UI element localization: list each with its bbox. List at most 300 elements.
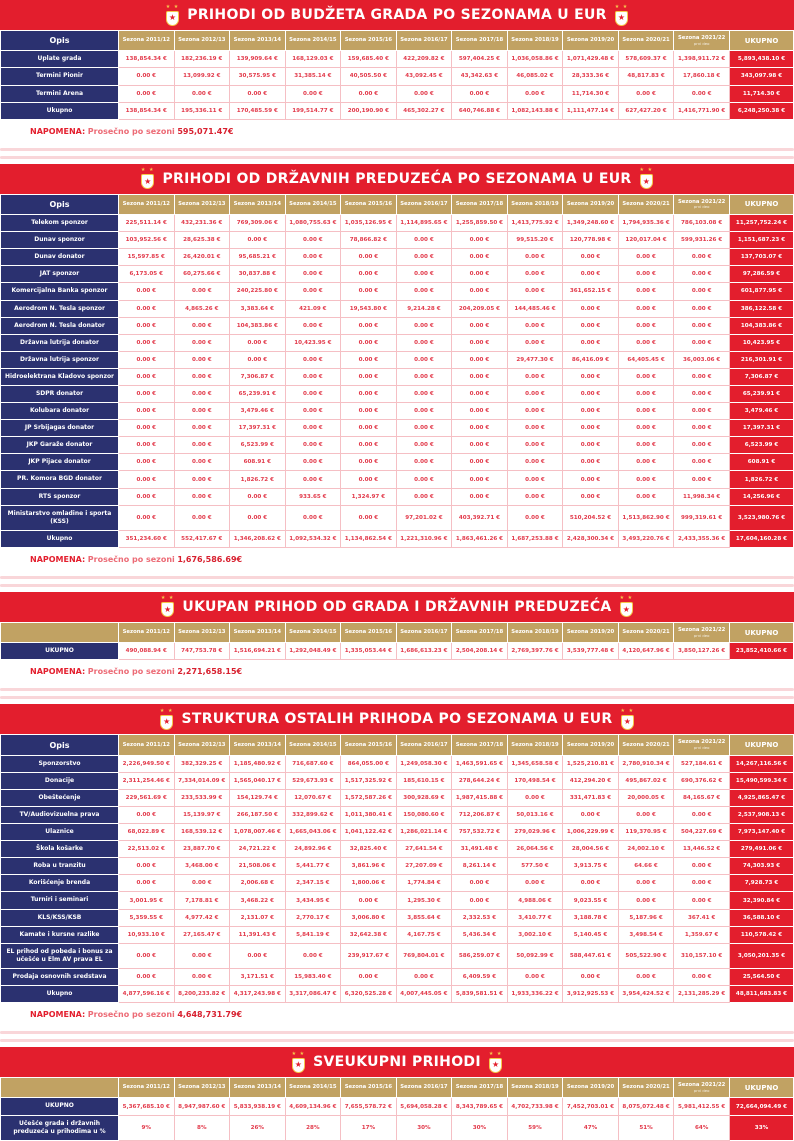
season-value-cell: 138,854.34 € (119, 51, 175, 68)
row-total-cell: 3,050,201.35 € (730, 943, 794, 968)
club-crest-icon (640, 168, 654, 189)
season-value-cell: 229,561.69 € (119, 789, 175, 806)
season-value-cell: 495,867.02 € (618, 772, 674, 789)
season-value-cell: 0.00 € (674, 471, 730, 488)
season-value-cell: 0.00 € (341, 420, 397, 437)
season-value-cell: 170,498.54 € (507, 772, 563, 789)
season-value-cell: 3,861.96 € (341, 858, 397, 875)
table-title-bar (0, 164, 794, 194)
season-value-cell: 31,491.48 € (452, 841, 508, 858)
row-label-cell: Turniri i seminari (1, 892, 119, 909)
row-label-cell: Korišćenje brenda (1, 875, 119, 892)
red-star-icon: ★ (622, 604, 630, 614)
row-label-cell: Komercijalna Banka sponzor (1, 283, 119, 300)
season-value-cell: 0.00 € (174, 368, 230, 385)
row-label-cell: PR. Komora BGD donator (1, 471, 119, 488)
season-value-cell: 382,329.25 € (174, 755, 230, 772)
season-value-cell: 2,226,949.50 € (119, 755, 175, 772)
row-label-cell: Aerodrom N. Tesla sponzor (1, 300, 119, 317)
season-value-cell: 864,055.00 € (341, 755, 397, 772)
season-value-cell: 0.00 € (119, 386, 175, 403)
row-label-cell: Ukupno (1, 986, 119, 1003)
table-row (1, 249, 794, 266)
table-row (1, 102, 794, 119)
season-value-cell: 0.00 € (174, 403, 230, 420)
season-value-cell: 0.00 € (674, 283, 730, 300)
table-row (1, 215, 794, 232)
season-header-cell: Sezona 2018/19 (507, 194, 563, 214)
seasons-data-table (0, 194, 794, 548)
season-header-cell: Sezona 2012/13 (174, 31, 230, 51)
row-label-cell: Državna lutrija donator (1, 334, 119, 351)
table-row (1, 283, 794, 300)
season-value-cell: 11,714.30 € (563, 85, 619, 102)
section-divider (0, 1028, 794, 1047)
season-value-cell: 4,702,733.98 € (507, 1098, 563, 1115)
season-value-cell: 0.00 € (285, 403, 341, 420)
season-value-cell: 1,249,058.30 € (396, 755, 452, 772)
season-value-cell: 0.00 € (674, 317, 730, 334)
season-value-cell: 3,493,220.76 € (618, 530, 674, 547)
season-value-cell: 0.00 € (507, 789, 563, 806)
seasons-data-table (0, 622, 794, 660)
row-total-cell: 10,423.95 € (730, 334, 794, 351)
season-value-cell: 1,687,253.88 € (507, 530, 563, 547)
season-value-cell: 7,306.87 € (230, 368, 286, 385)
season-value-cell: 0.00 € (341, 249, 397, 266)
table-row (1, 351, 794, 368)
season-2021-22-label: Sezona 2021/22 (677, 1082, 726, 1089)
season-2021-22-sublabel: prvi deo (693, 632, 710, 638)
season-header-cell: Sezona 2015/16 (341, 735, 397, 755)
season-value-cell: 1,041,122.42 € (341, 824, 397, 841)
season-value-cell: 0.00 € (507, 334, 563, 351)
row-label-cell: Dunav donator (1, 249, 119, 266)
row-total-cell: 137,703.07 € (730, 249, 794, 266)
season-value-cell: 0.00 € (341, 317, 397, 334)
season-value-cell: 505,522.90 € (618, 943, 674, 968)
season-value-cell: 21,508.06 € (230, 858, 286, 875)
season-header-cell: Sezona 2017/18 (452, 622, 508, 642)
divider-line (0, 688, 794, 691)
season-value-cell: 10,933.10 € (119, 926, 175, 943)
season-value-cell: 1,286,021.14 € (396, 824, 452, 841)
table-title-bar (0, 1047, 794, 1077)
season-value-cell: 0.00 € (285, 943, 341, 968)
table-row (1, 232, 794, 249)
season-value-cell: 0.00 € (674, 300, 730, 317)
season-value-cell: 1,665,043.06 € (285, 824, 341, 841)
season-value-cell: 0.00 € (341, 386, 397, 403)
season-value-cell: 0.00 € (119, 283, 175, 300)
season-value-cell: 0.00 € (174, 454, 230, 471)
season-value-cell: 0.00 € (563, 403, 619, 420)
season-value-cell: 0.00 € (341, 454, 397, 471)
row-total-cell: 3,479.46 € (730, 403, 794, 420)
season-value-cell: 0.00 € (174, 471, 230, 488)
season-value-cell: 0.00 € (285, 232, 341, 249)
season-value-cell: 0.00 € (674, 403, 730, 420)
season-header-cell: Sezona 2015/16 (341, 31, 397, 51)
divider-line (0, 576, 794, 579)
season-value-cell: 5,841.19 € (285, 926, 341, 943)
season-value-cell: 59% (507, 1115, 563, 1140)
season-header-cell: Sezona 2019/20 (563, 735, 619, 755)
season-value-cell: 28,333.36 € (563, 68, 619, 85)
season-value-cell: 0.00 € (674, 334, 730, 351)
season-value-cell: 5,981,412.55 € (674, 1098, 730, 1115)
season-value-cell: 266,187.50 € (230, 807, 286, 824)
table-row (1, 841, 794, 858)
season-value-cell: 0.00 € (452, 351, 508, 368)
season-value-cell: 0.00 € (452, 334, 508, 351)
season-value-cell: 331,471.83 € (563, 789, 619, 806)
season-value-cell: 4,977.42 € (174, 909, 230, 926)
table-row (1, 420, 794, 437)
season-value-cell: 86,416.09 € (563, 351, 619, 368)
season-2021-22-header-cell (674, 622, 730, 642)
season-header-cell: Sezona 2019/20 (563, 194, 619, 214)
row-total-cell: 17,397.31 € (730, 420, 794, 437)
season-value-cell: 0.00 € (174, 437, 230, 454)
season-value-cell: 4,007,445.05 € (396, 986, 452, 1003)
season-value-cell: 1,525,210.81 € (563, 755, 619, 772)
season-value-cell: 0.00 € (507, 454, 563, 471)
season-value-cell: 608.91 € (230, 454, 286, 471)
season-value-cell: 26,420.01 € (174, 249, 230, 266)
napomena-text: Prosečno po sezoni (87, 667, 175, 677)
red-star-icon: ★ (623, 717, 631, 727)
gold-stars-icon: ★ ★ (160, 595, 175, 602)
season-value-cell: 1,863,461.26 € (452, 530, 508, 547)
season-value-cell: 8,947,987.60 € (174, 1098, 230, 1115)
season-value-cell: 2,433,355.36 € (674, 530, 730, 547)
season-value-cell: 3,468.22 € (230, 892, 286, 909)
season-value-cell: 0.00 € (174, 283, 230, 300)
season-value-cell: 3,383.64 € (230, 300, 286, 317)
season-value-cell: 1,036,058.86 € (507, 51, 563, 68)
season-value-cell: 0.00 € (452, 471, 508, 488)
season-value-cell: 0.00 € (563, 488, 619, 505)
club-crest-icon (615, 5, 629, 26)
season-value-cell: 351,234.60 € (119, 530, 175, 547)
season-value-cell: 0.00 € (618, 454, 674, 471)
club-crest-icon (489, 1052, 503, 1073)
row-label-cell: Državna lutrija sponzor (1, 351, 119, 368)
season-value-cell: 0.00 € (119, 505, 175, 530)
header-row (1, 194, 794, 214)
season-value-cell: 0.00 € (174, 85, 230, 102)
season-value-cell: 1,794,935.36 € (618, 215, 674, 232)
season-value-cell: 4,120,647.96 € (618, 643, 674, 660)
season-value-cell: 7,334,014.09 € (174, 772, 230, 789)
season-value-cell: 27,207.09 € (396, 858, 452, 875)
season-value-cell: 0.00 € (230, 505, 286, 530)
season-value-cell: 199,514.77 € (285, 102, 341, 119)
napomena-value: 595,071.47€ (177, 126, 234, 136)
seasons-data-table (0, 734, 794, 1003)
season-value-cell: 0.00 € (618, 875, 674, 892)
season-value-cell: 0.00 € (396, 351, 452, 368)
row-label-cell: Dunav sponzor (1, 232, 119, 249)
season-2021-22-sublabel: prvi deo (693, 1087, 710, 1093)
season-value-cell: 0.00 € (563, 266, 619, 283)
season-value-cell: 1,092,534.32 € (285, 530, 341, 547)
season-value-cell: 0.00 € (618, 334, 674, 351)
row-total-cell: 7,928.73 € (730, 875, 794, 892)
season-value-cell: 0.00 € (119, 300, 175, 317)
gold-stars-icon: ★ ★ (639, 167, 654, 174)
season-value-cell: 1,933,336.22 € (507, 986, 563, 1003)
season-value-cell: 0.00 € (396, 968, 452, 985)
season-value-cell: 1,463,591.65 € (452, 755, 508, 772)
season-value-cell: 5,367,685.10 € (119, 1098, 175, 1115)
season-value-cell: 64.66 € (618, 858, 674, 875)
table-row (1, 488, 794, 505)
season-value-cell: 0.00 € (674, 968, 730, 985)
table-row (1, 858, 794, 875)
season-value-cell: 6,523.99 € (230, 437, 286, 454)
row-label-cell: Termini Arena (1, 85, 119, 102)
row-total-cell: 386,122.58 € (730, 300, 794, 317)
season-value-cell: 586,259.07 € (452, 943, 508, 968)
season-value-cell: 40,505.50 € (341, 68, 397, 85)
row-label-cell: RTS sponzor (1, 488, 119, 505)
table-row (1, 1115, 794, 1140)
season-value-cell: 599,931.26 € (674, 232, 730, 249)
season-value-cell: 0.00 € (174, 351, 230, 368)
season-value-cell: 0.00 € (563, 420, 619, 437)
season-value-cell: 4,877,596.16 € (119, 986, 175, 1003)
season-value-cell: 1,516,694.21 € (230, 643, 286, 660)
season-value-cell: 465,302.27 € (396, 102, 452, 119)
season-value-cell: 0.00 € (119, 454, 175, 471)
table-row (1, 926, 794, 943)
table-row (1, 807, 794, 824)
season-value-cell: 0.00 € (285, 266, 341, 283)
season-value-cell: 933.65 € (285, 488, 341, 505)
season-value-cell: 2,770.17 € (285, 909, 341, 926)
season-value-cell: 1,686,613.23 € (396, 643, 452, 660)
season-header-cell: Sezona 2014/15 (285, 735, 341, 755)
season-value-cell: 11,998.34 € (674, 488, 730, 505)
season-value-cell: 0.00 € (563, 875, 619, 892)
row-label-cell: KLS/KSS/KSB (1, 909, 119, 926)
season-value-cell: 0.00 € (618, 85, 674, 102)
row-label-cell: Telekom sponzor (1, 215, 119, 232)
season-value-cell: 30,837.88 € (230, 266, 286, 283)
table-row (1, 986, 794, 1003)
table-title: SVEUKUPNI PRIHODI (313, 1054, 481, 1071)
season-value-cell: 204,209.05 € (452, 300, 508, 317)
table-row (1, 789, 794, 806)
row-label-cell: JKP Garaže donator (1, 437, 119, 454)
season-value-cell: 0.00 € (452, 386, 508, 403)
season-value-cell: 0.00 € (341, 368, 397, 385)
ukupno-header-cell: UKUPNO (730, 735, 794, 755)
row-total-cell: 72,664,094.49 € (730, 1098, 794, 1115)
season-value-cell: 119,370.95 € (618, 824, 674, 841)
season-value-cell: 0.00 € (452, 892, 508, 909)
season-header-cell: Sezona 2011/12 (119, 735, 175, 755)
season-value-cell: 168,539.12 € (174, 824, 230, 841)
season-2021-22-header-cell (674, 31, 730, 51)
season-header-cell: Sezona 2014/15 (285, 622, 341, 642)
season-value-cell: 1,221,310.96 € (396, 530, 452, 547)
season-value-cell: 15,983.40 € (285, 968, 341, 985)
season-value-cell: 2,347.15 € (285, 875, 341, 892)
season-value-cell: 504,227.69 € (674, 824, 730, 841)
row-label-cell: JAT sponzor (1, 266, 119, 283)
season-value-cell: 0.00 € (119, 403, 175, 420)
season-value-cell: 9% (119, 1115, 175, 1140)
ukupno-header-cell: UKUPNO (730, 194, 794, 214)
season-value-cell: 0.00 € (396, 386, 452, 403)
ukupno-header-cell: UKUPNO (730, 31, 794, 51)
season-value-cell: 0.00 € (452, 249, 508, 266)
season-value-cell: 0.00 € (230, 943, 286, 968)
season-value-cell: 225,511.14 € (119, 215, 175, 232)
season-value-cell: 1,987,415.88 € (452, 789, 508, 806)
season-value-cell: 0.00 € (285, 454, 341, 471)
season-value-cell: 3,468.00 € (174, 858, 230, 875)
season-value-cell: 3,539,777.48 € (563, 643, 619, 660)
season-value-cell: 1,324.97 € (341, 488, 397, 505)
season-value-cell: 578,609.37 € (618, 51, 674, 68)
season-value-cell: 95,685.21 € (230, 249, 286, 266)
row-total-cell: 25,564.50 € (730, 968, 794, 985)
divider-line (0, 1039, 794, 1042)
season-value-cell: 0.00 € (119, 437, 175, 454)
season-value-cell: 552,417.67 € (174, 530, 230, 547)
red-star-icon: ★ (294, 1060, 302, 1070)
gold-stars-icon: ★ ★ (488, 1050, 503, 1057)
table-row (1, 85, 794, 102)
season-value-cell: 690,376.62 € (674, 772, 730, 789)
season-value-cell: 0.00 € (618, 471, 674, 488)
season-value-cell: 422,209.82 € (396, 51, 452, 68)
table-row (1, 943, 794, 968)
season-value-cell: 195,336.11 € (174, 102, 230, 119)
season-value-cell: 0.00 € (174, 317, 230, 334)
season-value-cell: 8,261.14 € (452, 858, 508, 875)
season-value-cell: 1,416,771.90 € (674, 102, 730, 119)
row-total-cell: 216,301.91 € (730, 351, 794, 368)
season-value-cell: 0.00 € (119, 488, 175, 505)
season-value-cell: 0.00 € (396, 437, 452, 454)
divider-line (0, 156, 794, 159)
row-label-cell: EL prihod od pobeda i bonus za učešće u Elm AV prava EL (1, 943, 119, 968)
season-value-cell: 0.00 € (618, 266, 674, 283)
season-value-cell: 1,800.06 € (341, 875, 397, 892)
season-value-cell: 0.00 € (174, 420, 230, 437)
season-value-cell: 0.00 € (452, 317, 508, 334)
season-header-cell: Sezona 2020/21 (618, 31, 674, 51)
season-value-cell: 28,004.56 € (563, 841, 619, 858)
season-2021-22-sublabel: prvi deo (693, 40, 710, 46)
season-2021-22-label: Sezona 2021/22 (677, 35, 726, 41)
season-value-cell: 8,343,789.65 € (452, 1098, 508, 1115)
table-row (1, 1098, 794, 1115)
seasons-data-table (0, 1077, 794, 1141)
header-row (1, 1078, 794, 1098)
season-value-cell: 0.00 € (230, 488, 286, 505)
divider-line (0, 696, 794, 699)
table-title-bar (0, 704, 794, 734)
row-total-cell: 32,390.84 € (730, 892, 794, 909)
season-value-cell: 12,070.67 € (285, 789, 341, 806)
season-value-cell: 0.00 € (674, 437, 730, 454)
season-value-cell: 640,746.88 € (452, 102, 508, 119)
season-header-cell: Sezona 2015/16 (341, 194, 397, 214)
season-value-cell: 0.00 € (618, 300, 674, 317)
season-header-cell: Sezona 2020/21 (618, 622, 674, 642)
season-value-cell: 15,139.97 € (174, 807, 230, 824)
napomena-value: 2,271,658.15€ (177, 667, 243, 677)
season-value-cell: 0.00 € (674, 85, 730, 102)
season-header-cell: Sezona 2017/18 (452, 194, 508, 214)
season-value-cell: 103,952.56 € (119, 232, 175, 249)
table-row (1, 266, 794, 283)
season-value-cell: 0.00 € (674, 892, 730, 909)
season-value-cell: 8,200,233.82 € (174, 986, 230, 1003)
season-value-cell: 1,080,755.63 € (285, 215, 341, 232)
season-value-cell: 3,001.95 € (119, 892, 175, 909)
season-value-cell: 1,134,862.54 € (341, 530, 397, 547)
season-value-cell: 0.00 € (396, 266, 452, 283)
season-value-cell: 0.00 € (119, 968, 175, 985)
season-value-cell: 2,428,300.34 € (563, 530, 619, 547)
crest-shield-icon (621, 715, 634, 730)
season-value-cell: 24,002.10 € (618, 841, 674, 858)
season-value-cell: 24,721.22 € (230, 841, 286, 858)
revenue-table-section-3 (0, 592, 794, 685)
season-value-cell: 0.00 € (396, 85, 452, 102)
season-value-cell: 412,294.20 € (563, 772, 619, 789)
season-2021-22-header-cell (674, 1078, 730, 1098)
season-header-cell: Sezona 2016/17 (396, 735, 452, 755)
season-value-cell: 1,111,477.14 € (563, 102, 619, 119)
divider-line (0, 1031, 794, 1034)
season-value-cell: 32,642.38 € (341, 926, 397, 943)
season-value-cell: 510,204.52 € (563, 505, 619, 530)
season-value-cell: 0.00 € (452, 420, 508, 437)
season-value-cell: 0.00 € (119, 334, 175, 351)
napomena-value: 1,676,586.69€ (177, 554, 243, 564)
row-total-cell: 11,714.30 € (730, 85, 794, 102)
season-value-cell: 29,477.30 € (507, 351, 563, 368)
season-value-cell: 0.00 € (563, 437, 619, 454)
crest-shield-icon (489, 1058, 502, 1073)
season-value-cell: 6,320,525.28 € (341, 986, 397, 1003)
row-label-cell: Ulaznice (1, 824, 119, 841)
gold-stars-icon: ★ ★ (165, 3, 180, 10)
season-value-cell: 757,532.72 € (452, 824, 508, 841)
season-value-cell: 78,866.82 € (341, 232, 397, 249)
table-row (1, 334, 794, 351)
season-value-cell: 300,928.69 € (396, 789, 452, 806)
row-total-cell: 1,826.72 € (730, 471, 794, 488)
crest-shield-icon (161, 602, 174, 617)
season-header-cell: Sezona 2016/17 (396, 31, 452, 51)
napomena-text: Prosečno po sezoni (87, 554, 175, 564)
row-total-cell: 7,306.87 € (730, 368, 794, 385)
season-value-cell: 332,899.62 € (285, 807, 341, 824)
season-value-cell: 240,225.80 € (230, 283, 286, 300)
season-value-cell: 0.00 € (341, 505, 397, 530)
season-value-cell: 0.00 € (285, 85, 341, 102)
season-value-cell: 0.00 € (341, 266, 397, 283)
